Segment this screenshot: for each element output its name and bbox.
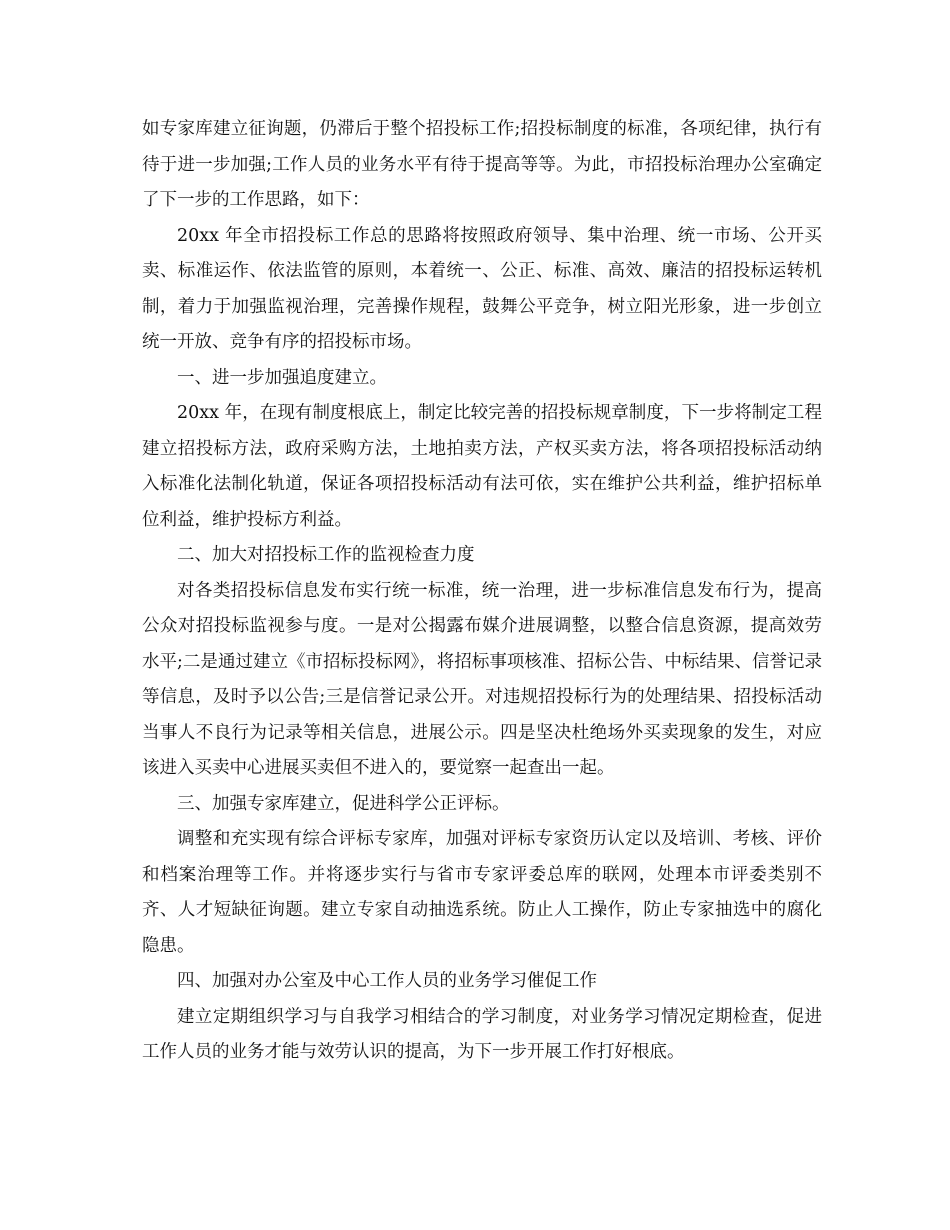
section-heading-4: 四、加强对办公室及中心工作人员的业务学习催促工作 <box>177 971 597 991</box>
paragraph-overall-approach: 20xx 年全市招投标工作总的思路将按照政府领导、集中治理、统一市场、公开买卖、标准运作、依法监管的原则，本着统一、公正、标准、高效、廉洁的招投标运转机制，着力于加强监视治理，完善操作规程，鼓舞公平竞争，树立阳光形象，进一步创立统一开放、竞争有序的招投标市场。 <box>142 225 822 352</box>
paragraph-section-4: 建立定期组织学习与自我学习相结合的学习制度，对业务学习情况定期检查，促进工作人员的业务才能与效劳认识的提高，为下一步开展工作打好根底。 <box>142 1006 822 1062</box>
paragraph-section-1: 20xx 年，在现有制度根底上，制定比较完善的招投标规章制度，下一步将制定工程建立招投标方法，政府采购方法，土地拍卖方法，产权买卖方法，将各项招投标活动纳入标准化法制化轨道，保证各项招投标活动有法可依，实在维护公共利益，维护招标单位利益，维护投标方利益。 <box>142 403 822 530</box>
paragraph-section-3: 调整和充实现有综合评标专家库，加强对评标专家资历认定以及培训、考核、评价和档案治理等工作。并将逐步实行与省市专家评委总库的联网，处理本市评委类别不齐、人才短缺征询题。建立专家自动抽选系统。防止人工操作，防止专家抽选中的腐化隐患。 <box>142 829 822 956</box>
paragraph-continuation: 如专家库建立征询题，仍滞后于整个招投标工作;招投标制度的标准，各项纪律，执行有待于进一步加强;工作人员的业务水平有待于提高等等。为此，市招投标治理办公室确定了下一步的工作思路，如下： <box>142 119 822 210</box>
section-heading-2: 二、加大对招投标工作的监视检查力度 <box>177 545 475 565</box>
section-heading-1: 一、进一步加强追度建立。 <box>177 367 387 388</box>
document-body <box>142 112 822 1071</box>
paragraph-section-2: 对各类招投标信息发布实行统一标准，统一治理，进一步标准信息发布行为，提高公众对招投标监视参与度。一是对公揭露布媒介进展调整，以整合信息资源，提高效劳水平;二是通过建立《市招标投标网》，将招标事项核准、招标公告、中标结果、信誉记录等信息，及时予以公告;三是信誉记录公开。对违规招投标行为的处理结果、招投标活动当事人不良行为记录等相关信息，进展公示。四是坚决杜绝场外买卖现象的发生，对应该进入买卖中心进展买卖但不进入的，要觉察一起查出一起。 <box>142 580 822 778</box>
section-heading-3: 三、加强专家库建立，促进科学公正评标。 <box>177 793 510 814</box>
